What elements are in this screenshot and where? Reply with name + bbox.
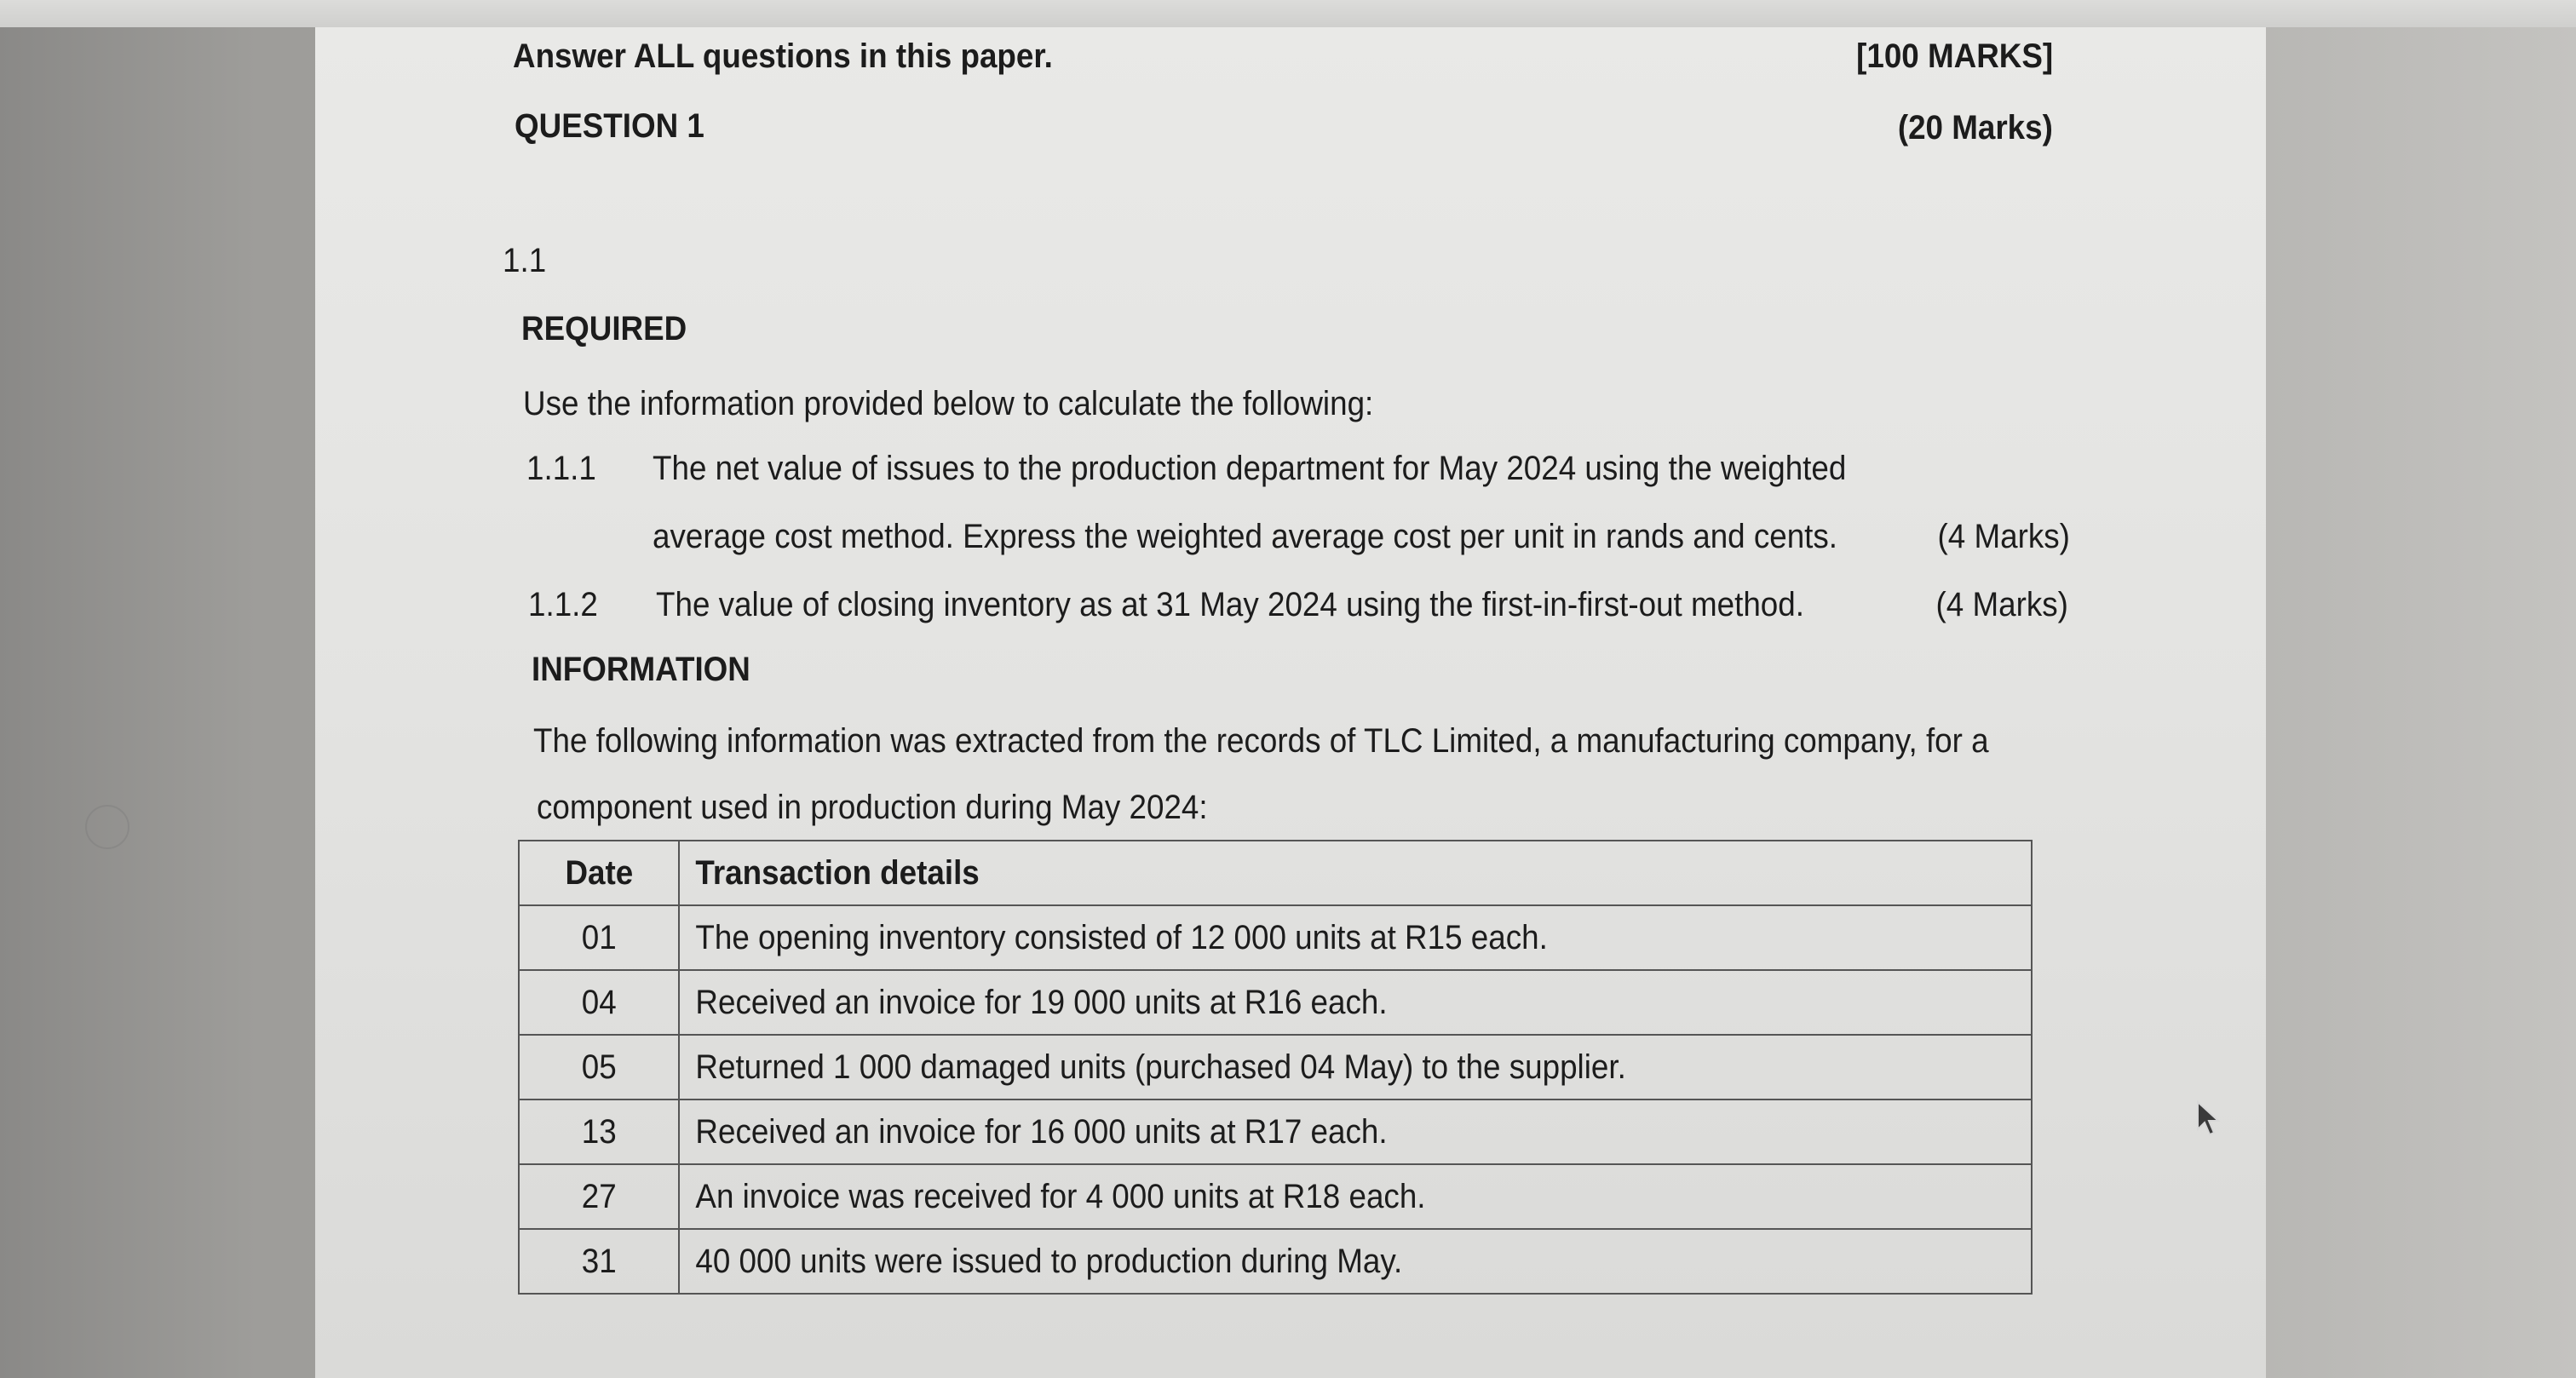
table-row [519, 1035, 2032, 1100]
table-row [519, 1229, 2032, 1294]
table-cell-details: An invoice was received for 4 000 units at R18 each. [679, 1164, 2032, 1229]
total-marks: [100 MARKS] [1855, 37, 2053, 75]
item-marks: (4 Marks) [1935, 586, 2068, 623]
table-row [519, 905, 2032, 970]
table-cell-date: 01 [519, 905, 679, 970]
item-text-line1: The net value of issues to the production department for May 2024 using the weighted [653, 450, 1847, 487]
intro-text: Use the information provided below to calculate the following: [523, 385, 1374, 422]
info-text-line1: The following information was extracted from the records of TLC Limited, a manufacturing company, for a [533, 722, 1989, 760]
item-number: 1.1.1 [526, 450, 596, 487]
item-text-line2: average cost method. Express the weighted average cost per unit in rands and cents. [653, 518, 1838, 555]
table-row [519, 1100, 2032, 1164]
section-number: 1.1 [503, 242, 547, 279]
table-header-date: Date [519, 841, 679, 905]
table-cell-date: 27 [519, 1164, 679, 1229]
table-cell-date: 31 [519, 1229, 679, 1294]
exam-page [315, 27, 2266, 1378]
table-cell-details: 40 000 units were issued to production during May. [679, 1229, 2032, 1294]
instruction-text: Answer ALL questions in this paper. [513, 37, 1053, 75]
table-cell-date: 13 [519, 1100, 679, 1164]
information-heading: INFORMATION [532, 651, 750, 688]
question-title: QUESTION 1 [515, 107, 704, 145]
transaction-table [518, 840, 2033, 1295]
right-margin-panel [2266, 27, 2576, 1378]
table-cell-details: The opening inventory consisted of 12 000 units at R15 each. [679, 905, 2032, 970]
top-bar [0, 0, 2576, 27]
table-cell-details: Returned 1 000 damaged units (purchased 04 May) to the supplier. [679, 1035, 2032, 1100]
table-cell-date: 04 [519, 970, 679, 1035]
required-heading: REQUIRED [521, 310, 687, 347]
screen-smudge [85, 805, 129, 849]
table-header-row [519, 841, 2032, 905]
table-cell-date: 05 [519, 1035, 679, 1100]
table-header-details: Transaction details [679, 841, 2032, 905]
item-number: 1.1.2 [528, 586, 598, 623]
table-cell-details: Received an invoice for 16 000 units at R17 each. [679, 1100, 2032, 1164]
item-marks: (4 Marks) [1937, 518, 2070, 555]
item-text-line1: The value of closing inventory as at 31 May 2024 using the first-in-first-out method. [656, 586, 1804, 623]
table-row [519, 970, 2032, 1035]
mouse-pointer-icon [2196, 1100, 2222, 1138]
question-marks: (20 Marks) [1897, 109, 2053, 146]
info-text-line2: component used in production during May 2024: [537, 789, 1208, 826]
table-row [519, 1164, 2032, 1229]
table-cell-details: Received an invoice for 19 000 units at R16 each. [679, 970, 2032, 1035]
